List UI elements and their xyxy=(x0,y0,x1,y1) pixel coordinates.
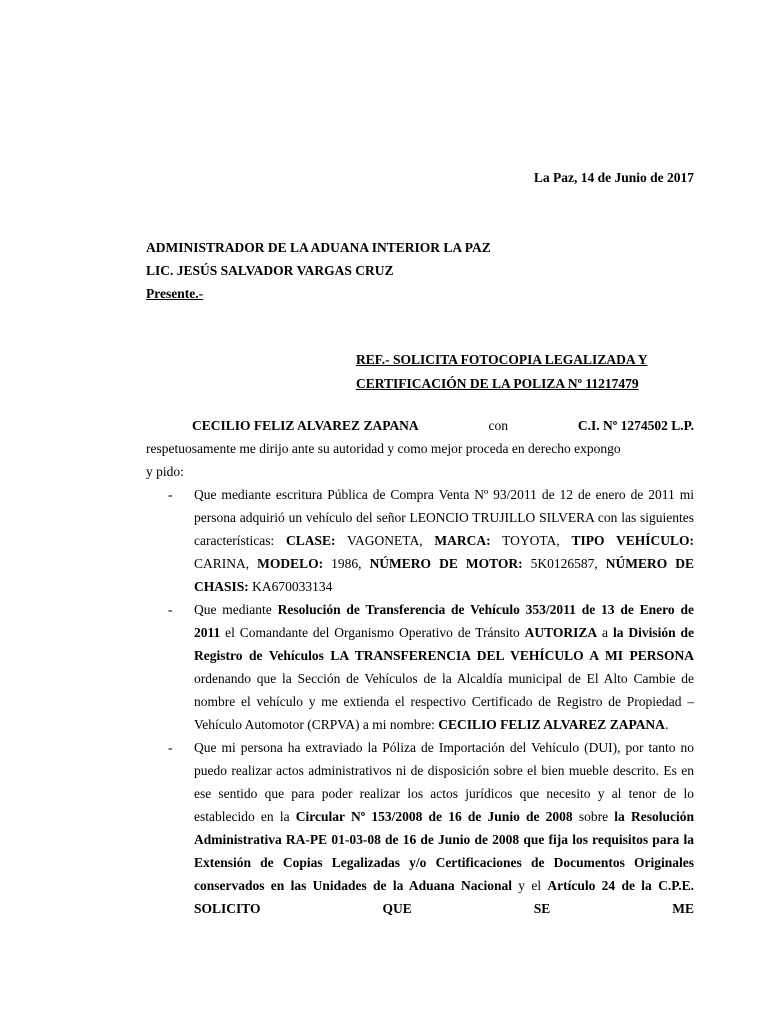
item-bold: la Resolución Administrativa RA-PE 01-03-08 de 16 de Junio de 2008 que fija los requisitos para la Extensión de Copias Legalizadas y/o Certificaciones de Documentos Originales conservados en las Unidades de la Aduana Nacional xyxy=(194,809,694,893)
addressee-name: LIC. JESÚS SALVADOR VARGAS CRUZ xyxy=(146,263,394,278)
intro-text-2: y pido: xyxy=(146,464,184,479)
item-text: el Comandante del Organismo Operativo de Tránsito xyxy=(220,625,525,640)
item-bold: MODELO: xyxy=(257,556,324,571)
item-text: sobre xyxy=(572,809,615,824)
list-item xyxy=(146,483,694,598)
item-bold: NÚMERO DE CHASIS: xyxy=(194,556,695,594)
date-line: La Paz, 14 de Junio de 2017 xyxy=(533,170,694,185)
applicant-name: CECILIO FELIZ ALVAREZ ZAPANA xyxy=(192,418,419,433)
applicant-ci: C.I. Nº 1274502 L.P. xyxy=(577,418,694,433)
item-bold: CECILIO FELIZ ALVAREZ ZAPANA xyxy=(438,717,665,732)
request-list xyxy=(146,483,694,920)
item-bold: Circular Nº 153/2008 de 16 de Junio de 2008 xyxy=(295,809,573,824)
list-dash: - xyxy=(168,740,173,755)
intro-first-line xyxy=(146,414,694,437)
reference-line-2: CERTIFICACIÓN DE LA POLIZA Nº 11217479 xyxy=(356,376,639,391)
list-dash: - xyxy=(168,602,173,617)
item-bold: NÚMERO DE MOTOR: xyxy=(369,556,523,571)
list-item xyxy=(146,598,694,736)
item-text: Que mediante escritura Pública de Compra Venta Nº 93/2011 de 12 de enero de 2011 mi persona adquirió un vehículo del señor LEONCIO TRUJILLO SILVERA con las siguientes características: xyxy=(194,487,694,548)
list-dash: - xyxy=(168,487,173,502)
item-text: VAGONETA, xyxy=(335,533,435,548)
item-bold: Resolución de Transferencia de Vehículo 353/2011 de 13 de Enero de 2011 xyxy=(194,602,694,640)
item-text: 1986, xyxy=(323,556,370,571)
addressee-title: ADMINISTRADOR DE LA ADUANA INTERIOR LA PAZ xyxy=(146,240,491,255)
item-text: y el xyxy=(511,878,548,893)
item-bold: Artículo 24 de la C.P.E. SOLICITO QUE SE ME xyxy=(194,878,694,916)
letter-body xyxy=(146,414,694,920)
item-text: 5K0126587, xyxy=(522,556,606,571)
item-bold: MARCA: xyxy=(434,533,491,548)
item-text: Que mi persona ha extraviado la Póliza de Importación del Vehículo (DUI), por tanto no puedo realizar actos administrativos ni de disposición sobre el bien mueble descrito. Es en ese sentido que para poder realizar los actos jurídicos que necesito y al tenor de lo establecido en la xyxy=(194,740,694,824)
item-bold: CLASE: xyxy=(285,533,336,548)
item-text: . xyxy=(664,717,669,732)
list-item xyxy=(146,736,694,920)
con-word: con xyxy=(488,418,509,433)
item-bold: la División de Registro de Vehículos LA TRANSFERENCIA DEL VEHÍCULO A MI PERSONA xyxy=(194,625,694,663)
reference-line-1: REF.- SOLICITA FOTOCOPIA LEGALIZADA Y xyxy=(356,352,648,367)
reference-block xyxy=(356,348,647,396)
intro-text-1: respetuosamente me dirijo ante su autoridad y como mejor proceda en derecho expongo xyxy=(146,441,621,456)
item-text: a xyxy=(597,625,613,640)
item-bold: TIPO VEHÍCULO: xyxy=(571,533,694,548)
item-text: TOYOTA, xyxy=(490,533,572,548)
item-bold: AUTORIZA xyxy=(524,625,598,640)
item-text: KA670033134 xyxy=(248,579,333,594)
item-text: Que mediante xyxy=(194,602,278,617)
presente-label: Presente.- xyxy=(146,286,204,301)
item-text: CARINA, xyxy=(194,556,258,571)
addressee-block xyxy=(146,236,491,305)
item-text: ordenando que la Sección de Vehículos de la Alcaldía municipal de El Alto Cambie de nombre el vehículo y me extienda el respectivo Certificado de Registro de Propiedad – Vehículo Automotor (CRPVA) a mi nombre: xyxy=(194,671,694,732)
